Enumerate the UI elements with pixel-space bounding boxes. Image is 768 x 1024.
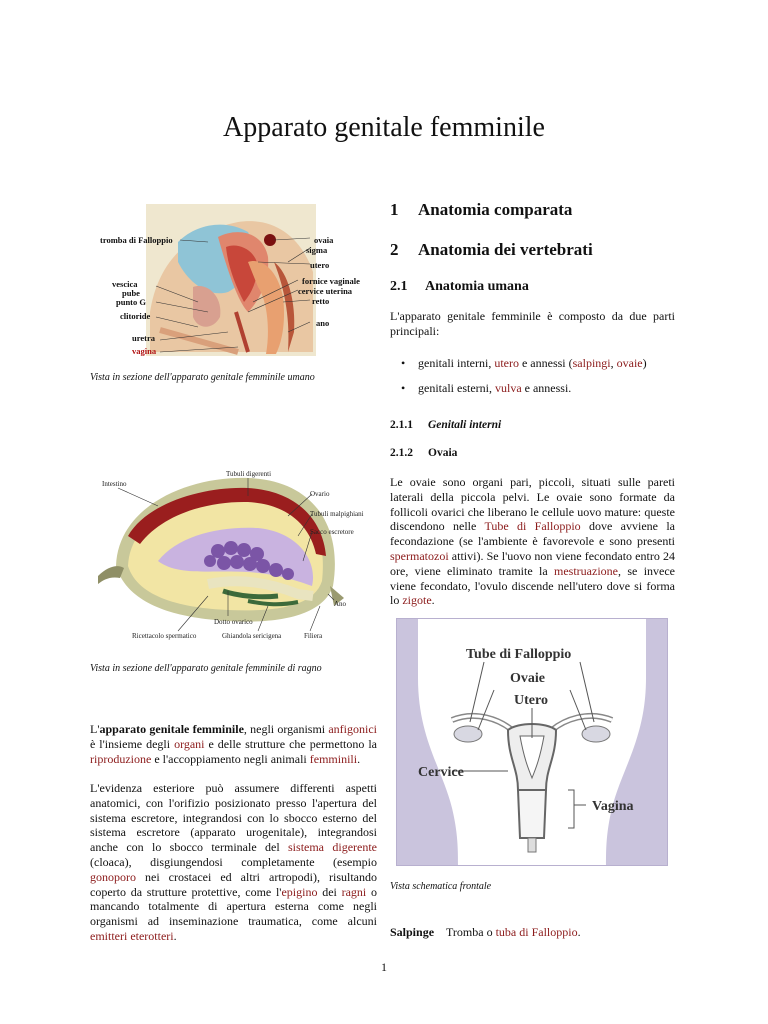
link-organi[interactable]: organi <box>174 736 205 751</box>
link-ovaie[interactable]: ovaie <box>616 356 643 370</box>
label-ricettacolo: Ricettacolo spermatico <box>132 632 197 640</box>
link-vulva[interactable]: vulva <box>494 381 522 395</box>
label-tube: Tube di Falloppio <box>466 647 572 662</box>
link-epigino[interactable]: epigino <box>281 884 318 899</box>
figure-human-caption: Vista in sezione dell'apparato genitale femminile umano <box>90 372 315 383</box>
label-ghiandola: Ghiandola sericigena <box>222 632 282 640</box>
link-mestruazione[interactable]: mestruazione <box>554 563 618 578</box>
page-number: 1 <box>381 960 387 974</box>
label-vagina: vagina <box>132 346 157 356</box>
salpinge-term: Salpinge <box>390 925 435 939</box>
bullet-genitali-interni: • genitali interni, utero e annessi (salpingi, ovaie) <box>401 356 671 371</box>
label-ano: ano <box>316 318 330 328</box>
intro-paragraph-2: L'evidenza esteriore può assumere differenti aspetti anatomici, con l'orifizio posizionato presso l'apertura del sistema escretore, integrandosi con lo sbocco esterno del sistema escretore (apparato urogenitale), integrandosi anche con lo sbocco terminale del sistema digerente (cloaca), disgiungendosi completamente (esempio gonoporo nei crostacei ed altri artropodi), risultando coperto da strutture protettive, come l'epigino dei ragni o mancando totalmente di apertura esterna come negli organismi ad inseminazione traumatica, come alcuni emitteri eterotteri. <box>90 781 378 943</box>
link-salpingi[interactable]: salpingi <box>572 356 611 370</box>
heading-anatomia-vertebrati: 2 Anatomia dei vertebrati <box>390 240 593 259</box>
heading-ovaia: 2.1.2 Ovaia <box>390 447 458 459</box>
link-utero[interactable]: utero <box>494 356 519 370</box>
label-uretra: uretra <box>132 333 155 343</box>
label-cervice: cervice uterina <box>298 286 353 296</box>
spider-section-illustration <box>98 466 370 644</box>
label-ovario: Ovario <box>310 490 330 498</box>
link-zigote[interactable]: zigote <box>402 593 432 608</box>
figure-human-section <box>98 202 370 360</box>
label-ovaie: Ovaie <box>510 671 545 686</box>
umana-paragraph: L'apparato genitale femminile è composto da due parti principali: <box>390 309 675 338</box>
label-cervice-frontale: Cervice <box>418 765 464 780</box>
ovaia-paragraph: Le ovaie sono organi pari, piccoli, situati sulle pareti laterali della piccola pelvi. Le ovaie sono formate da follicoli ovarici che liberano le cellule uovo mature: queste discendono nelle Tube di Falloppio dove avviene la fecondazione (se l'ambiente è favorevole e sono presenti spermatozoi attivi). Se l'uovo non viene fecondato entro 24 ore, viene eliminato tramite la mestruazione, se invece viene fecondato, l'ovulo discende nell'utero dove si forma lo zigote. <box>390 475 676 608</box>
link-anfigonici[interactable]: anfigonici <box>328 722 377 736</box>
link-riproduzione[interactable]: riproduzione <box>90 751 152 766</box>
salpinge-definition: Salpinge Tromba o tuba di Falloppio. <box>390 925 581 939</box>
link-emitteri[interactable]: emitteri eterotteri <box>90 928 174 943</box>
heading-anatomia-comparata: 1 Anatomia comparata <box>390 200 573 219</box>
label-ano-ragno: Ano <box>334 600 347 608</box>
label-tubuli: Tubuli digerenti <box>226 470 272 478</box>
heading-anatomia-umana: 2.1 Anatomia umana <box>390 279 529 294</box>
label-vagina-frontale: Vagina <box>592 799 634 814</box>
intro-bold-term: apparato genitale femminile <box>99 722 244 736</box>
link-sistema-digerente[interactable]: sistema digerente <box>288 840 377 855</box>
label-clitoride: clitoride <box>120 311 151 321</box>
page-title: Apparato genitale femminile <box>223 112 545 143</box>
link-gonoporo[interactable]: gonoporo <box>90 869 136 884</box>
figure-frontal-caption: Vista schematica frontale <box>390 881 492 892</box>
figure-spider-section <box>98 466 370 644</box>
figure-spider-caption: Vista in sezione dell'apparato genitale femminile di ragno <box>90 663 322 674</box>
bullet-genitali-esterni: • genitali esterni, vulva e annessi. <box>401 381 671 396</box>
human-section-illustration <box>98 202 370 360</box>
label-utero-frontale: Utero <box>514 693 548 708</box>
label-utero: utero <box>310 260 330 270</box>
label-pube: pube <box>122 288 140 298</box>
label-tromba: tromba di Falloppio <box>100 235 173 245</box>
figure-frontal-schematic <box>396 618 668 866</box>
label-retto: retto <box>312 296 330 306</box>
label-intestino: Intestino <box>102 480 127 488</box>
label-malpighiani: Tubuli malpighiani <box>310 510 364 518</box>
label-sigma: sigma <box>306 245 328 255</box>
label-sacco: Sacco escretore <box>310 528 354 536</box>
link-femminili[interactable]: femminili <box>309 751 358 766</box>
label-vescica: vescica <box>112 279 138 289</box>
label-ovaia: ovaia <box>314 235 334 245</box>
label-filiera: Filiera <box>304 632 323 640</box>
intro-paragraph: L'apparato genitale femminile, negli organismi anfigonici è l'insieme degli organi e delle strutture che permettono la riproduzione e l'accoppiamento negli animali femminili. <box>90 722 377 766</box>
link-ragni[interactable]: ragni <box>341 884 367 899</box>
link-tuba-falloppio[interactable]: tuba di Falloppio <box>495 925 578 939</box>
link-tube-falloppio[interactable]: Tube di Falloppio <box>484 519 581 534</box>
label-dotto: Dotto ovarico <box>214 618 253 626</box>
frontal-schematic-illustration <box>396 618 668 866</box>
heading-genitali-interni: 2.1.1 Genitali interni <box>390 419 502 431</box>
label-fornice: fornice vaginale <box>302 276 360 286</box>
link-spermatozoi[interactable]: spermatozoi <box>390 548 449 563</box>
label-puntog: punto G <box>116 297 146 307</box>
